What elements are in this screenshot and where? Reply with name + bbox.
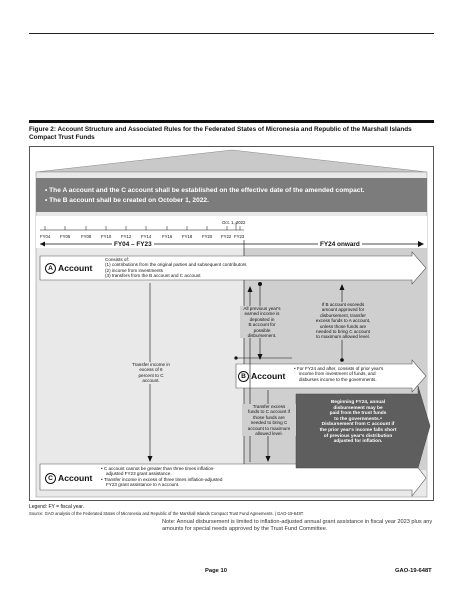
tick-fy16: FY16 [162,234,173,239]
earned-income-dot [258,282,262,286]
note-text: Note: Annual disbursement is limited to inflation-adjusted annual grant assistance in fiscal year 2023 plus any amounts for special needs approved by the Trust Fund Committee. [162,519,433,532]
b-consists-text: • For FY24 and after, consists of prior year's income from investment of funds, and disburses income to the governments. [294,366,384,382]
page-number: Page 10 [205,568,227,574]
a-consists-text: Consists of: (1) contributions from the original parties and subsequent contributors (2) income from investments (3) transfers from the B account and C account [105,257,247,279]
a-account-label: A Account [45,263,92,274]
a-badge: A [45,263,56,274]
tick-fy08: FY08 [81,234,92,239]
source-text: Source: GAO analysis of the Federated States of Micronesia and Republic of the Marshall Islands Compact Trust Fund Agreements. | GAO-19-648T [29,510,304,516]
b-badge: B [238,371,249,382]
report-id: GAO-19-648T [395,568,432,574]
b-to-a-dot [340,358,344,362]
tick-fy22: FY22 [221,234,232,239]
earned-income-note: All previous year's earned income is deposited in B account for possible disbursement. [240,306,284,338]
b-account-label: B Account [238,371,285,382]
tick-fy12: FY12 [121,234,132,239]
roof-shape [36,150,427,172]
tick-fy23: FY23 [234,234,245,239]
disbursement-arrow-text: Beginning FY24, annual disbursement may be paid from the trust funds to the governments.ᵃ Disbursement from C account if the prior year's income falls short of previous year's distribution adjusted for inflation. [319,400,397,445]
tick-fy14: FY14 [141,234,152,239]
tick-fy06: FY06 [60,234,71,239]
banner-line-1: • The A account and the C account shall be established on the effective date of the amended compact. [45,187,365,194]
tick-fy18: FY18 [182,234,193,239]
tick-fy04: FY04 [40,234,51,239]
oct-2022-label: Oct. 1, 2022 [222,220,246,225]
c-account-label: C Account [45,473,92,484]
transfer-b-to-c-note: Transfer excess funds to C account if those funds are needed to bring C account to maximum allowed level. [242,404,296,436]
c-rules-text: • C account cannot be greater than three times inflation- adjusted FY23 grant assistance. • Transfer income in excess of three times inflation-adjusted FY23 grant assistance to A account. [101,466,223,488]
banner-line-2: • The B account shall be created on October 1, 2022. [45,197,209,204]
period-second: FY24 onward [320,241,360,248]
tick-fy10: FY10 [101,234,112,239]
c-badge: C [45,473,56,484]
transfer-a-to-c-note: Transfer income in excess of 6 percent to C account. [128,362,174,384]
figure-title: Figure 2: Account Structure and Associated Rules for the Federated States of Micronesia and Republic of the Marshall Islands Compact Trust Funds [29,126,412,141]
tick-fy20: FY20 [202,234,213,239]
period-first: FY04 – FY23 [114,241,152,248]
c-to-a-dot [234,356,237,359]
banner-text [45,186,375,206]
legend-text: Legend: FY = fiscal year. [29,504,85,510]
b-exceeds-note: If B account exceeds amount approved for disbursement, transfer excess funds to A account, unless those funds are needed to bring C account to maximum allowed level. [312,302,374,340]
